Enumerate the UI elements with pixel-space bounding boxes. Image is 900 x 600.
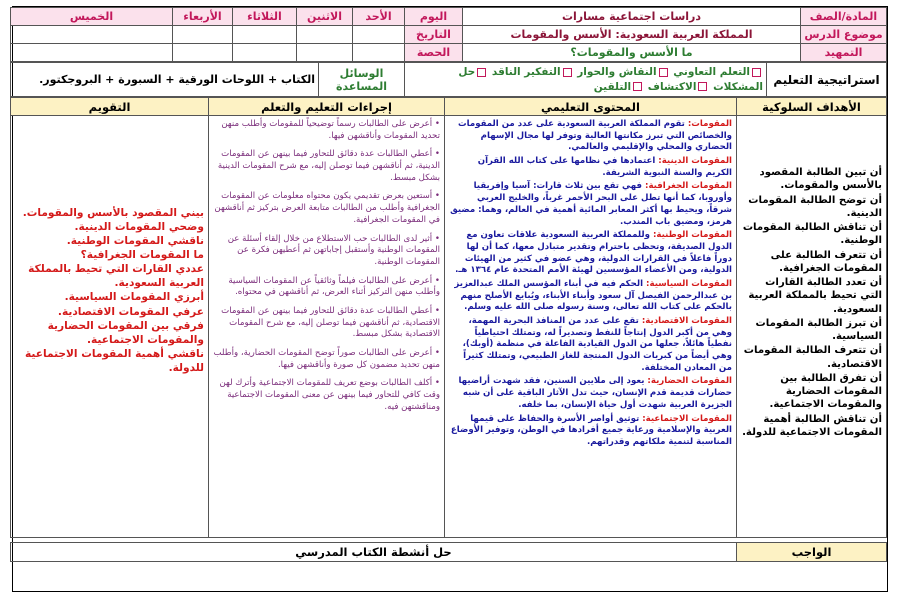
header-table	[10, 7, 887, 62]
period-cell-sunday[interactable]	[353, 44, 405, 62]
strategy-table	[10, 62, 887, 97]
objective-item: أن تتعرف الطالبة المقومات الاقتصادية.	[743, 345, 882, 370]
date-cell-monday[interactable]	[297, 26, 353, 44]
procedure-item: • أعرض على الطالبات صوراً توضح المقومات الحضارية، وأطلب منهن تحديد مضمون كل صورة وأناقشهن فيها.	[213, 348, 440, 370]
checkbox-icon[interactable]	[633, 82, 642, 91]
objective-item: أن تفرق الطالبة بين المقومات الحضارية والمقومات الاجتماعية.	[769, 372, 882, 411]
period-cell-thursday[interactable]	[11, 44, 173, 62]
date-label: التاريخ	[405, 26, 463, 44]
checkbox-icon[interactable]	[752, 68, 761, 77]
lesson-label: موضوع الدرس	[801, 26, 887, 44]
homework-table	[10, 542, 887, 562]
content-item: المقومات الاجتماعية: توثيق أواصر الأسرة والحفاظ على قيمها العربية والإسلامية ورعاية جميع أفرادها في الوطن، وتوفير الأوضاع المناسبة لتنمية ملكاتهم وقدراتهم.	[450, 413, 732, 447]
period-cell-monday[interactable]	[297, 44, 353, 62]
content-item: المقومات الاقتصادية: تقع على عدد من المنافذ البحرية المهمة، وهي من أكبر الدول إنتاجاً للنفط وتصديراً له، وتمتلك احتياطياً نفطياً هائلاً، جعلها من الدول القيادية الفاعلة في منظمة (أوبك)، وهي أيضاً من كبريات الدول المنتجة للغاز الطبيعي، وتمتلك كثيراً من المعادن المختلفة.	[462, 316, 732, 373]
day-thursday: الخميس	[11, 8, 173, 26]
evaluation-item: بيني المقصود بالأسس والمقومات.	[22, 207, 204, 219]
procedure-item: • أعرض على الطالبات فيلماً وثائقياً عن المقومات السياسية وأطلب منهن التركيز أثناء العرض، ثم أناقشهن في محتواه.	[228, 275, 440, 298]
procedure-item: • أعرض على الطالبات رسماً توضيحياً للمقومات وأطلب منهن تحديد المقومات وأناقشهن فيها.	[221, 119, 440, 141]
objective-item: أن تبرز الطالبة المقومات السياسية.	[755, 317, 882, 342]
evaluation-item: ناقشي المقومات الوطنية.	[66, 235, 204, 248]
procedure-item: • أكلف الطالبات بوضع تعريف للمقومات الاجتماعية وأترك لهن وقت كافي للتحاور فيما بينهن عن معنى المقومات الاجتماعية ومناقشتهن فيه.	[219, 378, 440, 412]
lesson-value: المملكة العربية السعودية: الأسس والمقومات	[463, 26, 801, 44]
date-cell-thursday[interactable]	[11, 26, 173, 44]
content-item: المقومات الحضارية: يعود إلى ملايين السنين، فقد شهدت أراضيها حضارات قديمة قدم الإنسان، حيث تدل الآثار الباقية على أن شبه الجزيرة العربية شهدت أول حياة الإنسان، بما خلفه.	[458, 376, 732, 410]
strategy-option[interactable]: حل المشكلات	[458, 66, 763, 93]
objectives-header: الأهداف السلوكية	[737, 98, 887, 116]
content-item: المقومات السياسية: الحكم فيه في أبناء المؤسس الملك عبدالعزيز بن عبدالرحمن الفيصل آل سعود وأبناء الأبناء، ويُبايع الأصلح منهم بالحكم على كتاب الله تعالى، وسنة رسوله صلى الله عليه وسلم.	[454, 278, 732, 313]
content-column	[445, 116, 737, 538]
objective-item: أن تعدد الطالبة القارات التي تحيط بالمملكة العربية السعودية.	[748, 277, 882, 315]
evaluation-header: التقويم	[11, 98, 209, 116]
subject-value: دراسات اجتماعية مسارات	[463, 8, 801, 26]
procedure-item: • أستعين بعرض تقديمي يكون محتواه معلومات عن المقومات الجغرافية وأطلب من الطالبات متابعة العرض بتركيز ثم أناقشهن في المقومات الجغرافية.	[214, 191, 440, 225]
homework-value: حل أنشطة الكتاب المدرسي	[11, 543, 737, 562]
objective-item: أن تتعرف الطالبة على المقومات الجغرافية.	[770, 249, 882, 274]
checkbox-icon[interactable]	[659, 68, 668, 77]
strategy-label: استراتيجية التعليم	[767, 63, 887, 97]
strategy-option[interactable]: التعلم التعاوني	[673, 66, 763, 78]
date-cell-wednesday[interactable]	[173, 26, 233, 44]
plan-body-table	[10, 97, 887, 538]
content-item: المقومات الجغرافية: فهي تقع بين ثلاث قارات: آسيا وإفريقيا وأوروبا، كما أنها تطل على البحر الأحمر غرباً، والخليج العربي شرقاً، ويحيط بها أكثر المعابر المائية أهمية في العالم، وهما: مضيق هرمز، ومضيق باب المندب.	[450, 181, 732, 227]
date-cell-tuesday[interactable]	[233, 26, 297, 44]
content-header: المحتوى التعليمي	[445, 98, 737, 116]
checkbox-icon[interactable]	[698, 82, 707, 91]
content-item: المقومات: تقوم المملكة العربية السعودية على عدد من المقومات والخصائص التي تبرز مكانتها العالية وتوفر لها مجال الإسهام الحضاري والمحلي والإقليمي والعالمي.	[458, 119, 732, 153]
procedures-column	[209, 116, 445, 538]
evaluation-item: ناقشي أهمية المقومات الاجتماعية للدولة.	[25, 347, 204, 374]
period-cell-tuesday[interactable]	[233, 44, 297, 62]
lesson-plan-sheet	[12, 6, 888, 592]
evaluation-item: وضحي المقومات الدينية.	[74, 221, 204, 234]
procedure-item: • أثير لدى الطالبات حب الاستطلاع من خلال إلقاء أسئلة عن المقومات الوطنية وأستقبل إجاباتهن ثم أعطيهن فكرة عن المقومات الوطنية.	[227, 233, 440, 267]
procedures-header: إجراءات التعليم والتعلم	[209, 98, 445, 116]
day-sunday: الأحد	[353, 8, 405, 26]
homework-label: الواجب	[737, 543, 887, 562]
strategy-option[interactable]: التلقين	[594, 81, 644, 93]
evaluation-item: فرقي بين المقومات الحضارية والمقومات الاجتماعية.	[47, 319, 204, 346]
checkbox-icon[interactable]	[477, 68, 486, 77]
intro-label: التمهيد	[801, 44, 887, 62]
evaluation-item: عددي القارات التي تحيط بالمملكة العربية السعودية.	[28, 263, 204, 290]
evaluation-item: عرفي المقومات الاقتصادية.	[57, 305, 204, 318]
day-wednesday: الأربعاء	[173, 8, 233, 26]
strategy-option[interactable]: الاكتشاف	[648, 81, 710, 93]
content-item: المقومات الدينية: اعتمادها في نظامها على كتاب الله القرآن الكريم والسنة النبوية الشريفة.	[477, 156, 732, 178]
aids-value: الكتاب + اللوحات الورقية + السبورة + البروجكتور.	[11, 63, 319, 97]
day-monday: الاثنين	[297, 8, 353, 26]
strategy-option[interactable]: التفكير الناقد	[492, 66, 574, 78]
day-label: اليوم	[405, 8, 463, 26]
content-item: المقومات الوطنية: وللمملكة العربية السعودية علاقات تعاون مع الدول الصديقة، وتحظى باحترام وتقدير متبادل معها، كما أن لها دوراً فاعلاً في القرارات الدولية، وهي عضو في كثير من الهيئات الدولية، ومن الأعضاء المؤسسين لهيئة الأمم المتحدة عام ١٣٦٤ هـ.	[455, 230, 732, 276]
strategy-option[interactable]: النقاش والحوار	[577, 66, 669, 78]
objectives-column	[737, 116, 887, 538]
objective-item: أن تبين الطالبة المقصود بالأسس والمقومات.	[759, 167, 882, 192]
evaluation-item: ما المقومات الجغرافية؟	[80, 249, 204, 262]
intro-value: ما الأسس والمقومات؟	[463, 44, 801, 62]
procedure-item: • أعطي الطالبات عدة دقائق للتحاور فيما بينهن عن المقومات الدينية، ثم أناقشهن فيما توصلن إليه، مع شرح المقومات الدينية بشكل مبسط.	[217, 149, 440, 183]
objective-item: أن تناقش الطالبة أهمية المقومات الاجتماعية للدولة.	[742, 413, 882, 438]
subject-label: المادة/الصف	[801, 8, 887, 26]
evaluation-item: أبرزي المقومات السياسية.	[64, 291, 204, 304]
objective-item: أن تناقش الطالبة المقومات الوطنية.	[742, 222, 882, 247]
date-cell-sunday[interactable]	[353, 26, 405, 44]
strategy-options	[405, 63, 767, 97]
aids-label: الوسائل المساعدة	[319, 63, 405, 97]
day-tuesday: الثلاثاء	[233, 8, 297, 26]
objective-item: أن توضح الطالبة المقومات الدينية.	[748, 194, 882, 219]
checkbox-icon[interactable]	[563, 68, 572, 77]
period-cell-wednesday[interactable]	[173, 44, 233, 62]
evaluation-column	[11, 116, 209, 538]
period-label: الحصة	[405, 44, 463, 62]
procedure-item: • أعطي الطالبات عدة دقائق للتحاور فيما بينهن عن المقومات الاقتصادية، ثم أناقشهن فيما توصلن إليه، مع شرح المقومات الاقتصادية بشكل مبسط.	[221, 305, 440, 340]
